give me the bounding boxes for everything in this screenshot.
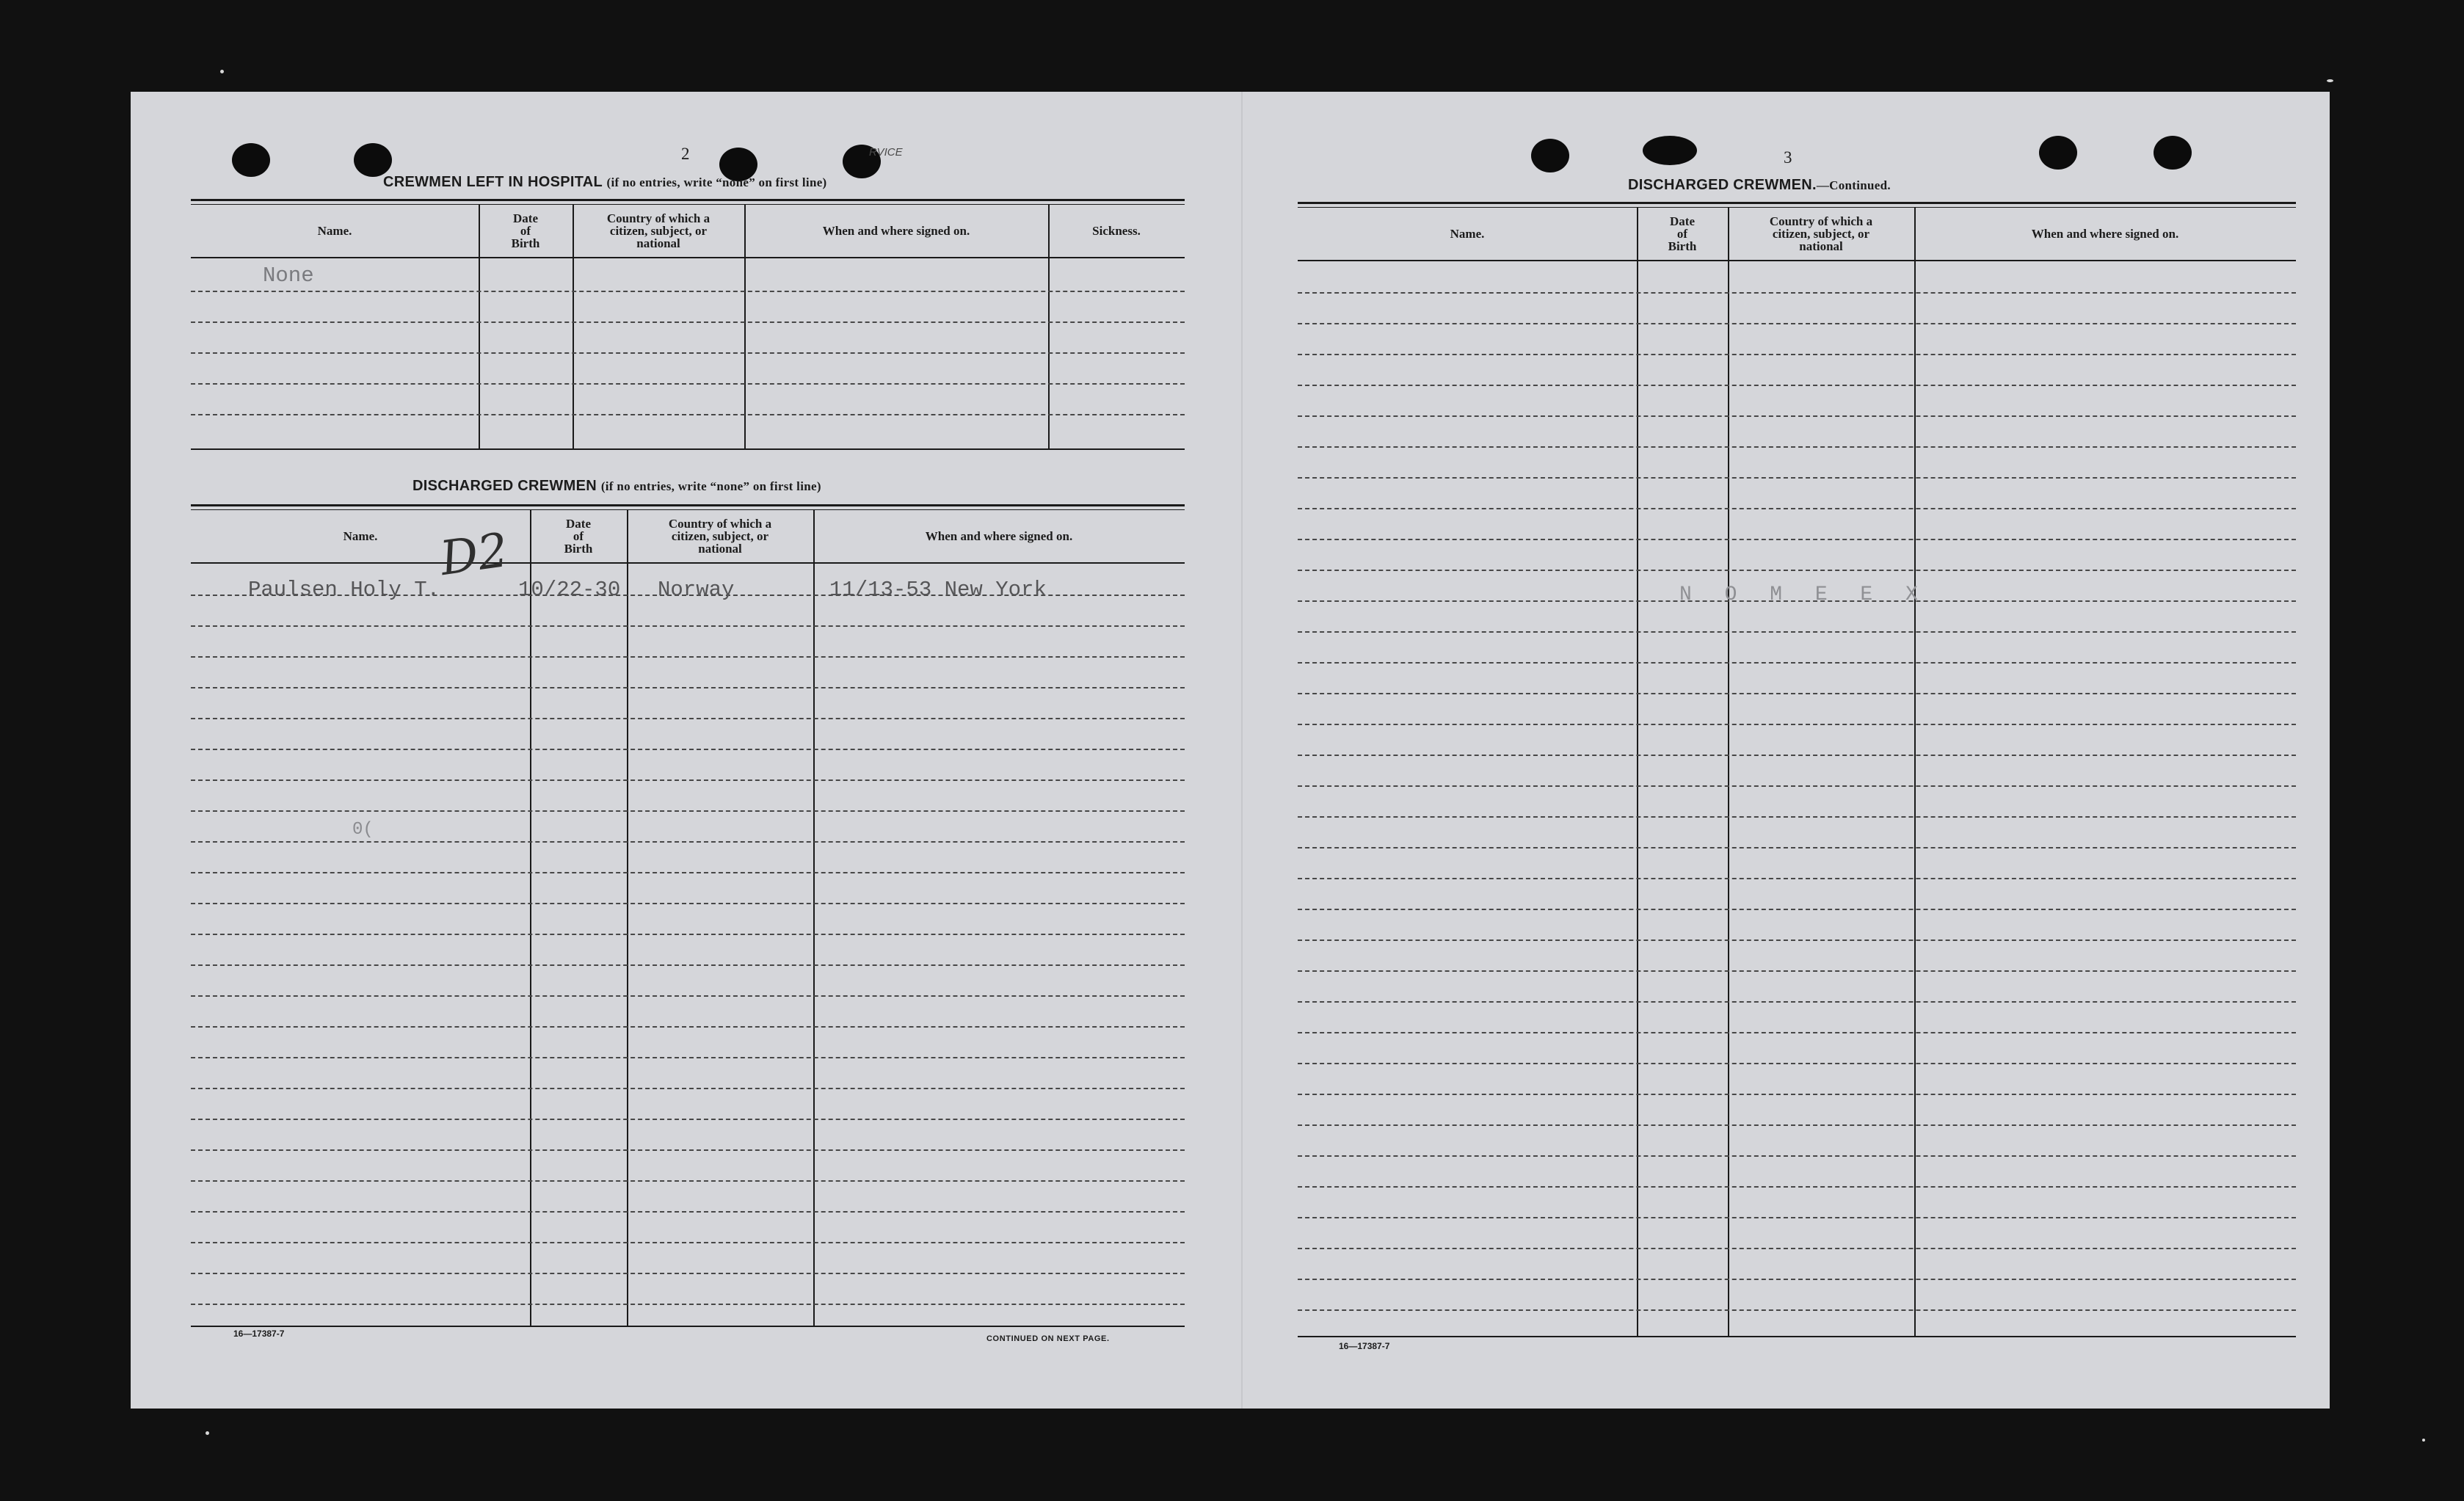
dust-speck (220, 70, 224, 73)
header-line: of (1676, 226, 1688, 241)
entry-line (191, 964, 1185, 966)
entry-line (1298, 1094, 2296, 1095)
column-header-signed-on: When and where signed on. (2031, 226, 2179, 241)
hospital-entry-name: None (263, 264, 314, 288)
continued-title-suffix: —Continued. (1816, 178, 1891, 192)
entry-line (1298, 508, 2296, 509)
table-rule (191, 1326, 1185, 1327)
entry-line (191, 995, 1185, 997)
entry-line (1298, 415, 2296, 417)
column-header-name: Name. (317, 223, 352, 238)
entry-line (191, 1149, 1185, 1151)
table-rule (1298, 1336, 2296, 1337)
crew-name: Paulsen Holy T. (248, 578, 440, 602)
header-line: citizen, subject, or (609, 223, 708, 238)
table-rule (191, 257, 1185, 258)
entry-line (1298, 909, 2296, 910)
column-header-sickness: Sickness. (1092, 223, 1141, 238)
header-line: of (573, 528, 584, 543)
column-divider (813, 509, 815, 1326)
entry-line (1298, 693, 2296, 694)
entry-line (1298, 1063, 2296, 1064)
dust-speck (2422, 1439, 2425, 1442)
entry-line (191, 1242, 1185, 1243)
entry-line (1298, 631, 2296, 633)
header-line: Date (513, 211, 538, 225)
header-line: national (698, 541, 742, 556)
column-header-date-of-birth (530, 510, 627, 561)
column-header-country (1728, 208, 1914, 259)
stray-mark: 0( (352, 820, 374, 840)
form-number: 16—17387-7 (233, 1329, 285, 1339)
punch-hole (1531, 139, 1569, 172)
left-page (191, 92, 1185, 1409)
continued-section-title (1628, 177, 1891, 194)
punch-hole (232, 143, 270, 177)
entry-line (191, 321, 1185, 323)
entry-line (191, 1180, 1185, 1182)
punch-hole (1643, 136, 1697, 165)
entry-line (1298, 292, 2296, 294)
crew-signed-on: 11/13-53 New York (829, 578, 1047, 602)
entry-line (1298, 323, 2296, 324)
entry-line (1298, 1124, 2296, 1126)
table-rule (1298, 260, 2296, 261)
header-line: national (1799, 239, 1843, 253)
entry-line (191, 1273, 1185, 1274)
entry-line (191, 1026, 1185, 1028)
entry-line (1298, 385, 2296, 386)
hospital-section-title (383, 174, 827, 191)
entry-line (191, 656, 1185, 658)
entry-line (191, 625, 1185, 627)
entry-line (191, 1119, 1185, 1120)
entry-line (1298, 477, 2296, 479)
column-divider (627, 509, 628, 1326)
ghost-bleed-text: N O M E E X (1679, 584, 1928, 606)
entry-line (1298, 785, 2296, 787)
entry-line (1298, 940, 2296, 941)
column-header-signed-on: When and where signed on. (925, 528, 1073, 543)
continued-note: CONTINUED ON NEXT PAGE. (986, 1334, 1110, 1343)
entry-line (1298, 1186, 2296, 1188)
entry-line (1298, 539, 2296, 540)
column-header-country (627, 510, 813, 561)
column-header-name: Name. (1450, 226, 1485, 241)
entry-line (1298, 1217, 2296, 1218)
entry-line (191, 414, 1185, 415)
header-line: Country of which a (606, 211, 711, 225)
entry-line (1298, 970, 2296, 972)
header-line: Birth (564, 541, 593, 556)
page-number: 2 (681, 145, 690, 163)
entry-line (191, 291, 1185, 292)
entry-line (191, 1088, 1185, 1089)
entry-line (191, 810, 1185, 812)
entry-line (1298, 724, 2296, 725)
center-fold (1241, 92, 1243, 1409)
entry-line (191, 779, 1185, 781)
column-header-signed-on: When and where signed on. (822, 223, 970, 238)
crew-date-of-birth: 10/22-30 (518, 578, 621, 602)
entry-line (1298, 1248, 2296, 1249)
entry-line (191, 352, 1185, 354)
header-line: citizen, subject, or (1772, 226, 1870, 241)
header-line: Birth (511, 236, 540, 250)
entry-line (191, 383, 1185, 385)
discharged-continued-table (1298, 202, 2296, 1347)
entry-line (1298, 1309, 2296, 1311)
hospital-title-text: CREWMEN LEFT IN HOSPITAL (383, 174, 603, 190)
column-divider (1914, 207, 1916, 1336)
continued-title-text: DISCHARGED CREWMEN. (1628, 177, 1817, 193)
discharged-title-text: DISCHARGED CREWMEN (413, 478, 597, 494)
entry-line (191, 934, 1185, 935)
entry-line (191, 1211, 1185, 1213)
entry-line (1298, 847, 2296, 848)
discharged-title-note: (if no entries, write “none” on first line) (600, 479, 821, 493)
discharged-section-title (413, 478, 821, 495)
entry-line (191, 1057, 1185, 1058)
table-rule (191, 199, 1185, 201)
column-divider (1637, 207, 1638, 1336)
column-divider (530, 509, 531, 1326)
entry-line (191, 687, 1185, 688)
crew-country: Norway (658, 578, 735, 602)
header-line: Date (1670, 214, 1695, 228)
entry-line (1298, 662, 2296, 664)
table-rule (191, 448, 1185, 450)
table-rule (191, 504, 1185, 506)
entry-line (191, 903, 1185, 904)
entry-line (1298, 1279, 2296, 1280)
discharged-table (191, 504, 1185, 1334)
entry-line (191, 872, 1185, 873)
right-page (1298, 92, 2296, 1409)
hospital-title-note: (if no entries, write “none” on first line) (606, 175, 827, 189)
punch-hole (354, 143, 392, 177)
punch-hole (2154, 136, 2192, 170)
dust-speck (206, 1431, 209, 1435)
column-header-date-of-birth (1637, 208, 1728, 259)
page-number: 3 (1784, 148, 1792, 167)
column-divider (1728, 207, 1729, 1336)
dust-speck (2327, 79, 2333, 82)
entry-line (191, 718, 1185, 719)
header-line: Country of which a (668, 516, 772, 531)
stamp-fragment: RVICE (869, 146, 903, 159)
entry-line (1298, 1155, 2296, 1157)
entry-line (191, 749, 1185, 750)
entry-line (191, 841, 1185, 843)
header-line: Date (566, 516, 591, 531)
entry-line (1298, 1001, 2296, 1003)
punch-hole (2039, 136, 2077, 170)
entry-line (1298, 1032, 2296, 1033)
table-rule (1298, 202, 2296, 204)
entry-line (1298, 354, 2296, 355)
table-rule (191, 562, 1185, 564)
pencil-annotation: D2 (437, 523, 512, 587)
hospital-table (191, 199, 1185, 456)
entry-line (1298, 878, 2296, 879)
entry-line (1298, 816, 2296, 818)
header-line: national (636, 236, 680, 250)
header-line: Birth (1668, 239, 1697, 253)
header-line: Country of which a (1769, 214, 1873, 228)
column-header-date-of-birth (479, 205, 573, 256)
column-header-name: Name. (343, 528, 378, 543)
entry-line (1298, 755, 2296, 756)
entry-line (1298, 446, 2296, 448)
form-number: 16—17387-7 (1339, 1341, 1390, 1351)
paper-sheet (131, 92, 2330, 1409)
entry-line (191, 1304, 1185, 1305)
column-header-country (573, 205, 744, 256)
header-line: citizen, subject, or (671, 528, 769, 543)
header-line: of (520, 223, 531, 238)
entry-line (1298, 570, 2296, 571)
